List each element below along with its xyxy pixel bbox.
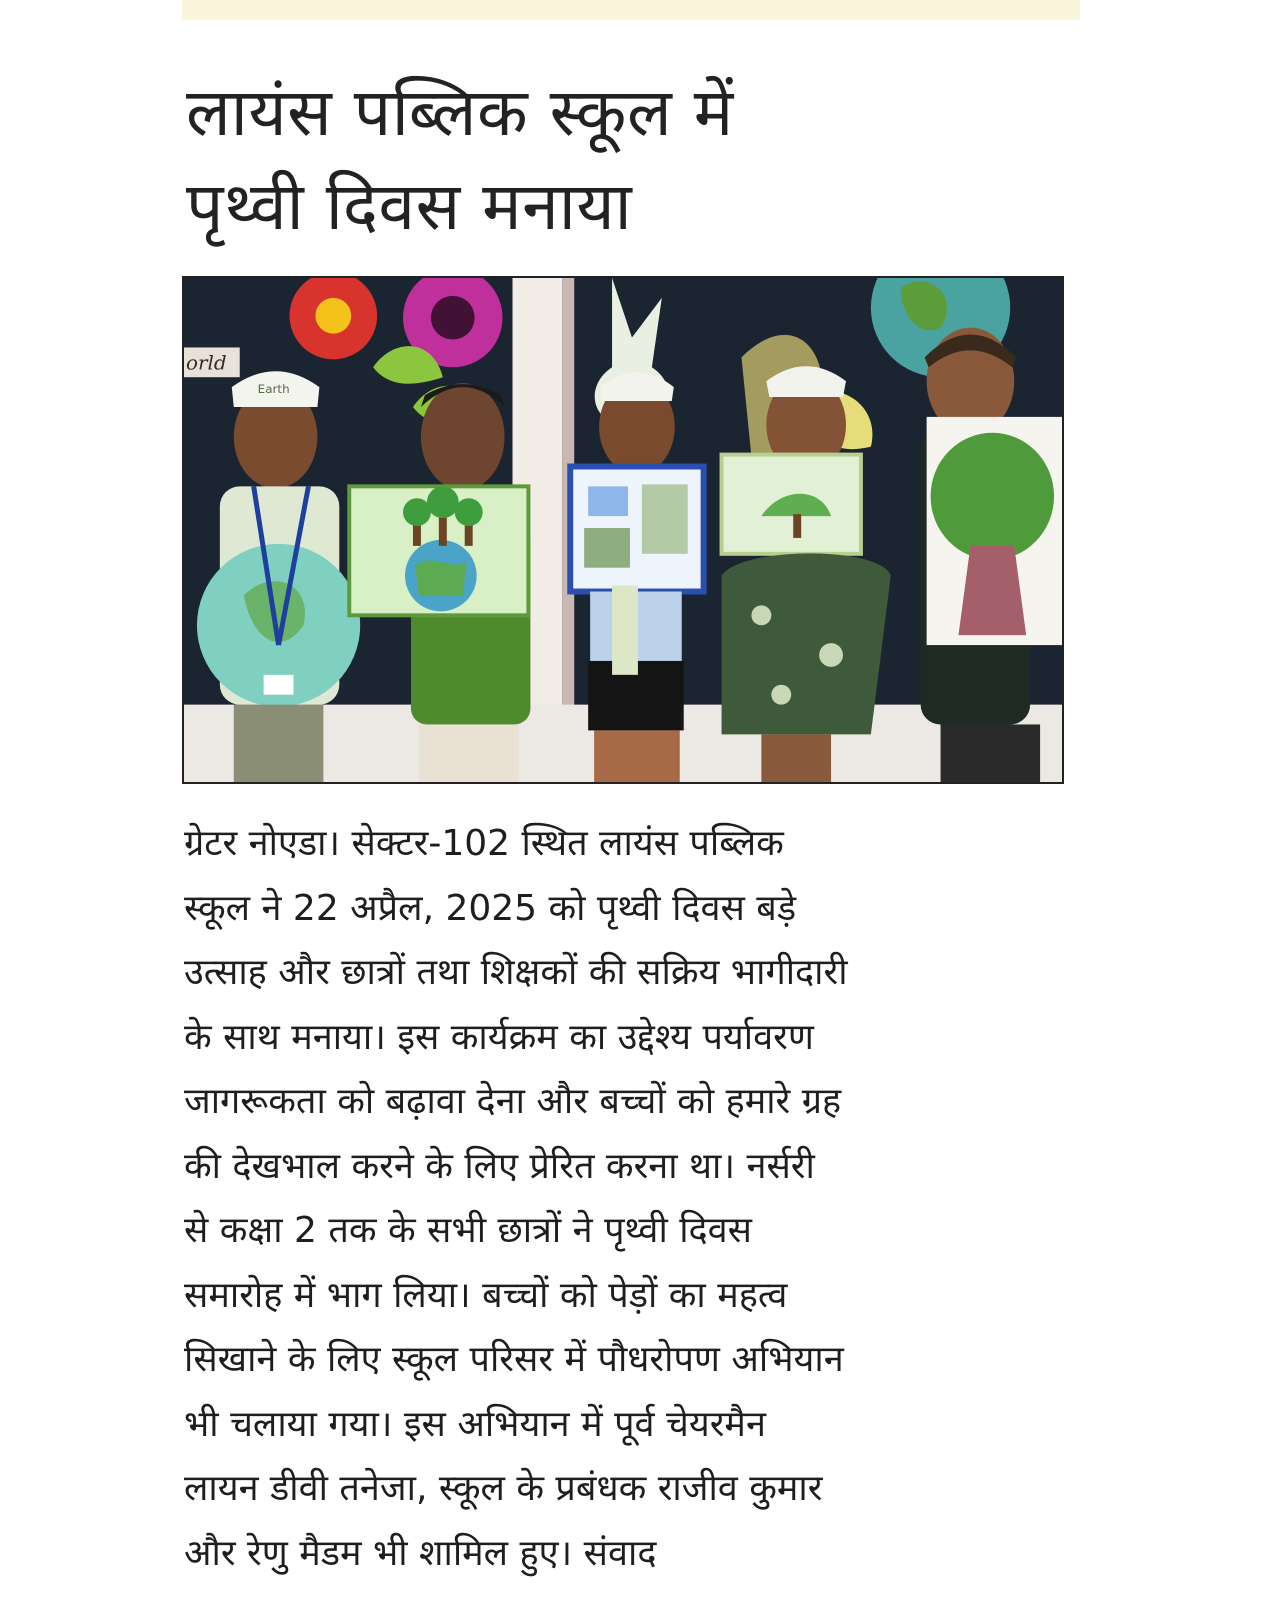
body-line-7: से कक्षा 2 तक के सभी छात्रों ने पृथ्वी दिवस <box>184 1210 753 1251</box>
body-line-10: भी चलाया गया। इस अभियान में पूर्व चेयरमैन <box>184 1403 766 1445</box>
body-line-2: स्कूल ने 22 अप्रैल, 2025 को पृथ्वी दिवस बड़े <box>184 887 797 929</box>
top-clipping-strip <box>182 0 1080 20</box>
earth-day-children-photo <box>184 278 1062 782</box>
body-line-1: ग्रेटर नोएडा। सेक्टर-102 स्थित लायंस पब्लिक <box>184 823 784 864</box>
body-line-6: की देखभाल करने के लिए प्रेरित करना था। नर्सरी <box>184 1145 815 1187</box>
article-headline <box>186 66 1066 254</box>
article-photo <box>182 276 1064 784</box>
body-line-4: के साथ मनाया। इस कार्यक्रम का उद्देश्य पर्यावरण <box>184 1016 814 1058</box>
cap-text: Earth <box>257 382 290 397</box>
body-line-3: उत्साह और छात्रों तथा शिक्षकों की सक्रिय भागीदारी <box>184 952 848 993</box>
article-body <box>184 812 1084 1586</box>
body-line-11: लायन डीवी तनेजा, स्कूल के प्रबंधक राजीव कुमार <box>184 1468 823 1509</box>
headline-line-1: लायंस पब्लिक स्कूल में <box>186 74 734 151</box>
body-line-9: सिखाने के लिए स्कूल परिसर में पौधरोपण अभियान <box>184 1339 844 1380</box>
headline-line-2: पृथ्वी दिवस मनाया <box>186 168 633 245</box>
body-line-12: और रेणु मैडम भी शामिल हुए। संवाद <box>184 1532 657 1574</box>
body-line-8: समारोह में भाग लिया। बच्चों को पेड़ों का महत्व <box>184 1274 788 1316</box>
body-line-5: जागरूकता को बढ़ावा देना और बच्चों को हमारे ग्रह <box>184 1081 842 1122</box>
board-text: orld <box>185 351 227 375</box>
